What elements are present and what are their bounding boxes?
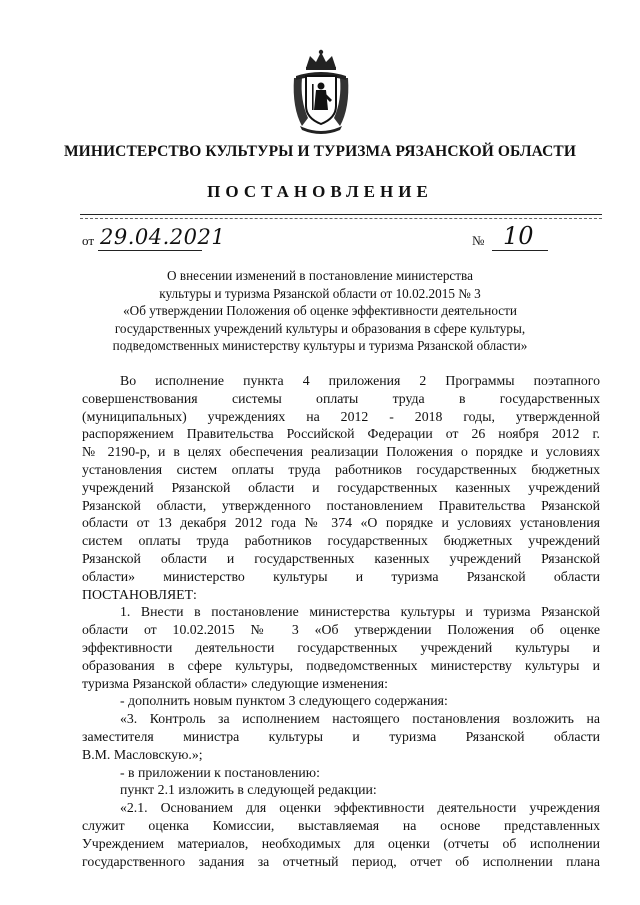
number-prefix: № bbox=[472, 233, 485, 248]
body-line: установления систем оплаты труда работников государственных бюджетных bbox=[82, 461, 600, 477]
subject-line: культуры и туризма Рязанской области от 10.02.2015 № 3 bbox=[159, 285, 481, 301]
body-line: ПОСТАНОВЛЯЕТ: bbox=[82, 586, 197, 602]
body-line: государственного задания за отчетный период, отчет об исполнении плана bbox=[82, 853, 600, 869]
body-line: совершенствования системы оплаты труда в государственных bbox=[82, 390, 600, 406]
body-line: Рязанской области, утвержденного постановлением Правительства Рязанской bbox=[82, 497, 600, 513]
body-line: № 2190-р, и в целях обеспечения реализации Положения о порядке и условиях bbox=[82, 444, 600, 460]
body-line: области от 13 декабря 2012 года № 374 «О порядке и условиях установления bbox=[82, 515, 600, 531]
body-line: Во исполнение пункта 4 приложения 2 Программы поэтапного bbox=[120, 373, 600, 388]
body-line: Учреждением материалов, необходимых для оценки (отчеты об исполнении bbox=[82, 835, 600, 851]
body-line: пункт 2.1 изложить в следующей редакции: bbox=[120, 782, 377, 798]
ministry-name: МИНИСТЕРСТВО КУЛЬТУРЫ И ТУРИЗМА РЯЗАНСКОЙ ОБЛАСТИ bbox=[63, 143, 577, 160]
body-line: - в приложении к постановлению: bbox=[120, 764, 320, 780]
body-line: 1. Внести в постановление министерства культуры и туризма Рязанской bbox=[120, 604, 600, 620]
subject-line: государственных учреждений культуры и образования в сфере культуры, bbox=[114, 320, 526, 336]
date-prefix: от bbox=[82, 233, 95, 248]
body-line: образования в сфере культуры, подведомственных министерству культуры и bbox=[82, 657, 600, 673]
body-line: служит оценка Комиссии, выставляемая на основе представленных bbox=[82, 817, 600, 833]
body-line: систем оплаты труда работников государственных бюджетных учреждений bbox=[82, 533, 600, 549]
body-line: области» министерство культуры и туризма Рязанской области bbox=[82, 568, 600, 584]
body-line: «3. Контроль за исполнением настоящего постановления возложить на bbox=[120, 711, 600, 727]
date-underline bbox=[98, 250, 202, 251]
document-number: 10 bbox=[503, 222, 534, 250]
document-type: ПОСТАНОВЛЕНИЕ bbox=[207, 182, 433, 201]
body-line: Рязанской области и государственных казенных учреждений Рязанской bbox=[82, 550, 600, 566]
body-line: заместителя министра культуры и туризма Рязанской области bbox=[82, 728, 600, 744]
document-subject bbox=[60, 267, 580, 355]
document-date: 29.04.2021 bbox=[100, 225, 226, 249]
body-line: учреждений Рязанской области и государственных казенных учреждений bbox=[82, 479, 600, 495]
body-line: «2.1. Основанием для оценки эффективности деятельности учреждения bbox=[120, 800, 600, 816]
number-underline bbox=[492, 250, 548, 251]
body-line: - дополнить новым пунктом 3 следующего содержания: bbox=[120, 693, 448, 709]
subject-line: «Об утверждении Положения об оценке эффективности деятельности bbox=[123, 303, 517, 318]
body-line: туризма Рязанской области» следующие изменения: bbox=[82, 675, 388, 691]
header-divider-dashed bbox=[80, 218, 602, 219]
coat-of-arms-icon bbox=[288, 48, 354, 134]
header-divider bbox=[80, 214, 602, 215]
body-line: В.М. Масловскую.»; bbox=[82, 746, 203, 762]
body-line: области от 10.02.2015 № 3 «Об утверждении Положения об оценке bbox=[82, 622, 600, 638]
body-line: распоряжением Правительства Российской Федерации от 26 ноября 2012 г. bbox=[82, 426, 600, 442]
body-line: эффективности деятельности государственных учреждений культуры и bbox=[82, 639, 600, 655]
subject-line: О внесении изменений в постановление министерства bbox=[167, 268, 473, 283]
body-line: (муниципальных) учреждениях на 2012 - 2018 годы, утвержденной bbox=[82, 408, 600, 424]
document-body bbox=[82, 372, 600, 870]
subject-line: подведомственных министерству культуры и туризма Рязанской области» bbox=[112, 338, 528, 353]
